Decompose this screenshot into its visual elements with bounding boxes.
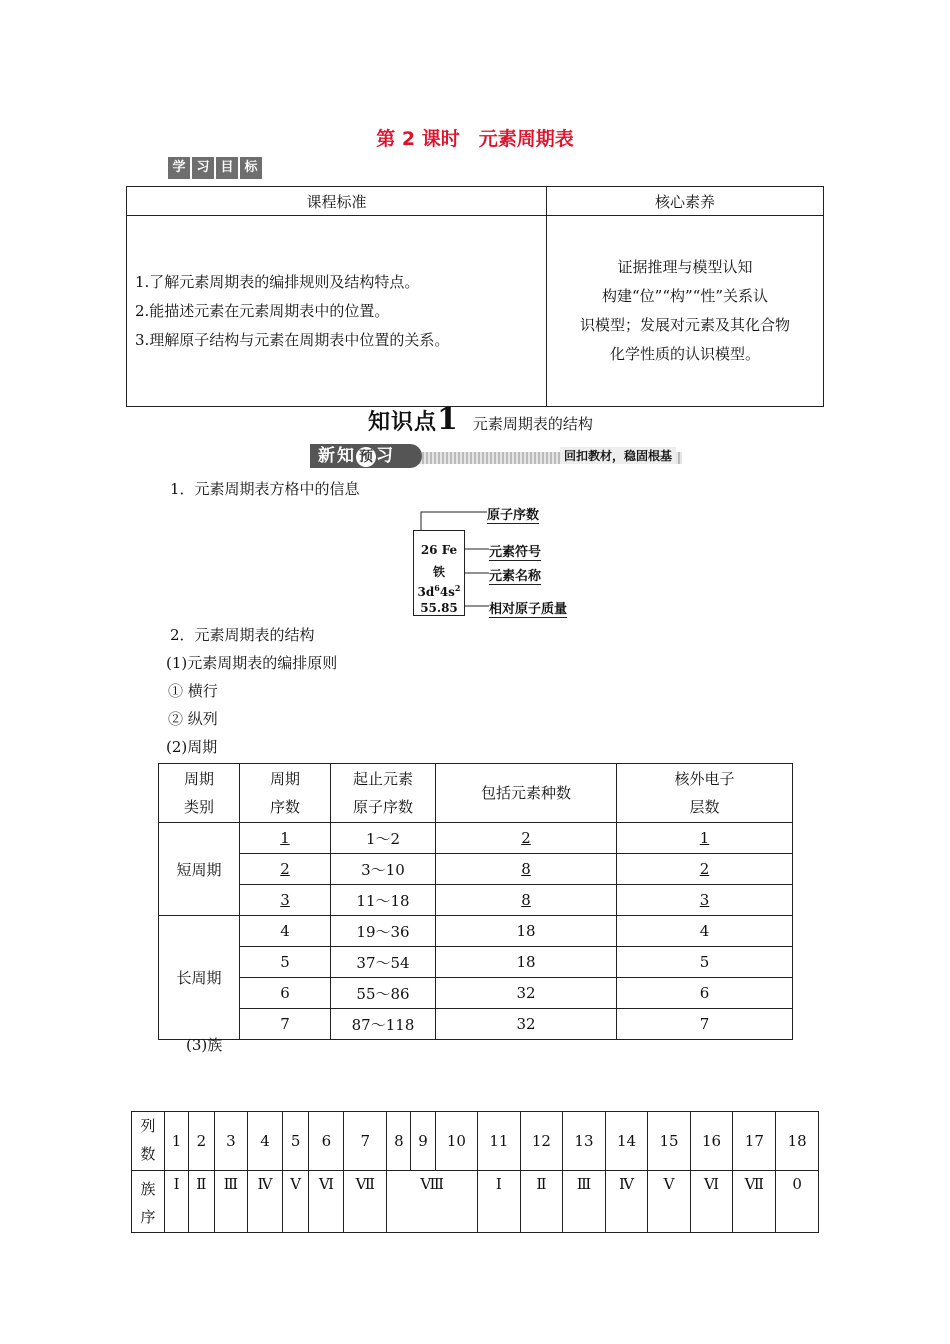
group-number: Ⅱ xyxy=(189,1171,214,1233)
header-shell-count: 核外电子 层数 xyxy=(617,764,793,823)
banner-circle: 预 xyxy=(356,447,376,467)
element-count: 32 xyxy=(436,1009,617,1040)
long-period-label: 长周期 xyxy=(159,916,240,1040)
shell-count: 1 xyxy=(699,829,710,847)
table-row xyxy=(159,885,793,916)
group-viii: Ⅷ xyxy=(387,1171,478,1233)
column-number: 10 xyxy=(435,1112,478,1171)
atomic-range: 55～86 xyxy=(331,978,436,1009)
period-number: 5 xyxy=(240,947,331,978)
column-number: 7 xyxy=(344,1112,387,1171)
column-number: 8 xyxy=(387,1112,411,1171)
learning-goals-badge xyxy=(168,157,262,179)
period-number: 4 xyxy=(240,916,331,947)
standard-item: 2.能描述元素在元素周期表中的位置。 xyxy=(135,301,390,320)
badge-char: 标 xyxy=(240,157,262,179)
column-number: 17 xyxy=(733,1112,776,1171)
group-number: Ⅴ xyxy=(648,1171,691,1233)
shell-count: 5 xyxy=(617,947,793,978)
standards-cell xyxy=(127,216,547,407)
atomic-range: 1～2 xyxy=(331,823,436,854)
element-cell-diagram xyxy=(413,502,593,616)
shell-count: 4 xyxy=(617,916,793,947)
atomic-range: 19～36 xyxy=(331,916,436,947)
subsection-2: (2)周期 xyxy=(166,738,218,756)
atomic-range: 11～18 xyxy=(331,885,436,916)
literacy-line: 证据推理与模型认知 xyxy=(617,258,753,276)
column-number: 6 xyxy=(309,1112,344,1171)
column-number: 11 xyxy=(478,1112,521,1171)
group-label: 族 序 xyxy=(132,1171,165,1233)
table-row xyxy=(159,947,793,978)
group-number: 0 xyxy=(776,1171,819,1233)
period-table xyxy=(158,763,793,1040)
shell-count: 2 xyxy=(699,860,710,878)
group-number: Ⅰ xyxy=(478,1171,521,1233)
shell-count: 7 xyxy=(617,1009,793,1040)
knowledge-point-number: 1 xyxy=(437,402,459,437)
section-1-heading: 1．元素周期表方格中的信息 xyxy=(170,480,360,498)
atomic-range: 3～10 xyxy=(331,854,436,885)
knowledge-point-subtitle: 元素周期表的结构 xyxy=(472,415,593,433)
period-number: 2 xyxy=(280,860,290,878)
column-number: 2 xyxy=(189,1112,214,1171)
label-element-symbol: 元素符号 xyxy=(489,541,541,561)
group-number: Ⅲ xyxy=(563,1171,606,1233)
period-number: 6 xyxy=(240,978,331,1009)
page-title: 第 2 课时 元素周期表 xyxy=(376,128,574,150)
element-count: 8 xyxy=(521,860,531,878)
period-number: 7 xyxy=(240,1009,331,1040)
period-number: 3 xyxy=(280,891,290,909)
knowledge-point-heading xyxy=(368,402,593,437)
header-standards: 课程标准 xyxy=(127,187,547,216)
atomic-mass: 55.85 xyxy=(420,601,458,615)
label-element-name: 元素名称 xyxy=(489,565,541,585)
element-count: 2 xyxy=(521,829,531,847)
atomic-range: 87～118 xyxy=(331,1009,436,1040)
atomic-number-symbol: 26 Fe xyxy=(420,543,458,557)
preview-banner xyxy=(310,444,682,468)
header-period-number: 周期 序数 xyxy=(240,764,331,823)
badge-char: 目 xyxy=(216,157,238,179)
item-columns: ② 纵列 xyxy=(168,710,218,728)
banner-right-text: 回扣教材，稳固根基 xyxy=(560,447,676,464)
table-row xyxy=(159,823,793,854)
atomic-range: 37～54 xyxy=(331,947,436,978)
subsection-3: (3)族 xyxy=(186,1036,223,1054)
literacy-line: 化学性质的认识模型。 xyxy=(609,345,760,363)
group-number: Ⅱ xyxy=(520,1171,563,1233)
group-table xyxy=(131,1111,819,1233)
label-atomic-number: 原子序数 xyxy=(487,504,539,524)
column-number: 13 xyxy=(563,1112,606,1171)
period-number: 1 xyxy=(280,829,290,847)
column-number: 14 xyxy=(605,1112,648,1171)
label-atomic-mass: 相对原子质量 xyxy=(489,598,567,618)
column-number: 1 xyxy=(165,1112,189,1171)
badge-char: 习 xyxy=(192,157,214,179)
group-number: Ⅰ xyxy=(165,1171,189,1233)
element-box xyxy=(413,530,465,616)
group-number: Ⅲ xyxy=(214,1171,248,1233)
header-atomic-range: 起止元素 原子序数 xyxy=(331,764,436,823)
column-number: 4 xyxy=(248,1112,283,1171)
group-number: Ⅵ xyxy=(690,1171,733,1233)
goals-table xyxy=(126,186,824,407)
column-label: 列 数 xyxy=(132,1112,165,1171)
table-row xyxy=(132,1171,819,1233)
table-row xyxy=(159,1009,793,1040)
section-2-heading: 2．元素周期表的结构 xyxy=(170,626,315,644)
standard-item: 1.了解元素周期表的编排规则及结构特点。 xyxy=(135,272,420,291)
literacy-cell xyxy=(547,216,824,407)
item-rows: ① 横行 xyxy=(168,682,218,700)
header-period-type: 周期 类别 xyxy=(159,764,240,823)
element-count: 18 xyxy=(436,947,617,978)
column-number: 12 xyxy=(520,1112,563,1171)
header-literacy: 核心素养 xyxy=(547,187,824,216)
electron-config: $3d^64s^2$ xyxy=(417,583,461,599)
element-name: 铁 xyxy=(432,565,445,579)
shell-count: 6 xyxy=(617,978,793,1009)
element-count: 8 xyxy=(521,891,531,909)
table-row xyxy=(159,854,793,885)
group-number: Ⅶ xyxy=(344,1171,387,1233)
column-number: 5 xyxy=(282,1112,309,1171)
shell-count: 3 xyxy=(699,891,710,909)
group-number: Ⅳ xyxy=(605,1171,648,1233)
table-row xyxy=(159,978,793,1009)
table-row xyxy=(159,916,793,947)
element-count: 18 xyxy=(436,916,617,947)
short-period-label: 短周期 xyxy=(159,823,240,916)
group-number: Ⅴ xyxy=(282,1171,309,1233)
knowledge-point-label: 知识点1 xyxy=(368,402,459,437)
badge-char: 学 xyxy=(168,157,190,179)
group-number: Ⅶ xyxy=(733,1171,776,1233)
element-count: 32 xyxy=(436,978,617,1009)
subsection-1: (1)元素周期表的编排原则 xyxy=(166,654,338,672)
table-row xyxy=(132,1112,819,1171)
standard-item: 3.理解原子结构与元素在周期表中位置的关系。 xyxy=(135,330,450,349)
header-element-count: 包括元素种数 xyxy=(436,764,617,823)
literacy-line: 构建“位”“构”“性”关系认 xyxy=(601,287,768,305)
column-number: 9 xyxy=(411,1112,435,1171)
literacy-line: 识模型；发展对元素及其化合物 xyxy=(579,316,790,334)
group-number: Ⅳ xyxy=(248,1171,283,1233)
column-number: 18 xyxy=(776,1112,819,1171)
column-number: 3 xyxy=(214,1112,248,1171)
column-number: 16 xyxy=(690,1112,733,1171)
column-number: 15 xyxy=(648,1112,691,1171)
group-number: Ⅵ xyxy=(309,1171,344,1233)
banner-tag: 新知 预 习 xyxy=(310,444,422,468)
